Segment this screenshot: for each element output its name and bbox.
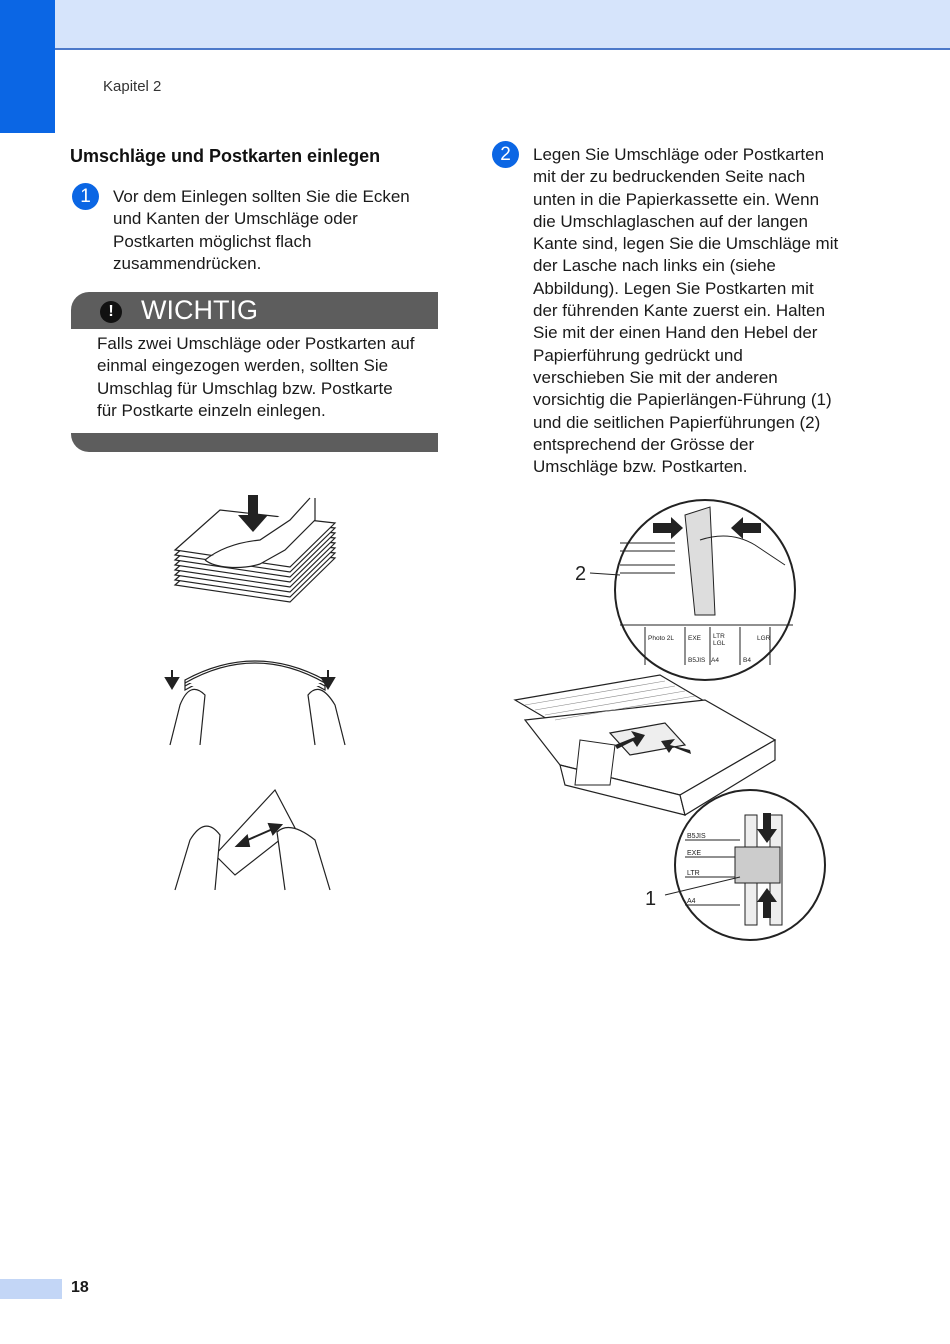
scale-label: LGR bbox=[757, 635, 771, 642]
step-2-number: 2 bbox=[492, 141, 519, 168]
step-1-line: zusammendrücken. bbox=[113, 253, 262, 273]
warning-line: Falls zwei Umschläge oder Postkarten auf bbox=[97, 334, 415, 353]
warning-line: für Postkarte einzeln einlegen. bbox=[97, 400, 326, 420]
step-2-line: entsprechend der Grösse der bbox=[533, 434, 755, 454]
warning-footer-bar bbox=[71, 433, 438, 452]
scale-label: B5JIS bbox=[687, 833, 706, 840]
page-number: 18 bbox=[71, 1279, 89, 1296]
warning-header bbox=[71, 292, 438, 329]
scale-label: B5JIS bbox=[688, 657, 706, 664]
warning-line: einmal eingezogen werden, sollten Sie bbox=[97, 356, 389, 376]
step-2-line: vorsichtig die Papierlängen-Führung (1) bbox=[533, 390, 832, 410]
bend-envelopes-illustration bbox=[160, 650, 360, 750]
step-2-line: Umschläge bzw. Postkarten. bbox=[533, 457, 748, 477]
step-1-number: 1 bbox=[72, 183, 99, 210]
step-2-line: Sie mit der einen Hand den Hebel der bbox=[533, 323, 818, 343]
step-2-text bbox=[533, 144, 838, 478]
warning-title: WICHTIG bbox=[141, 295, 258, 325]
scale-label: LTR bbox=[687, 870, 700, 877]
step-2-line: Legen Sie Umschläge oder Postkarten bbox=[533, 145, 825, 164]
scale-label: A4 bbox=[687, 898, 696, 905]
scale-label: LTR bbox=[713, 633, 725, 640]
scale-label: A4 bbox=[711, 657, 719, 664]
scale-label: EXE bbox=[687, 850, 702, 857]
step-2-line: der Lasche nach links ein (siehe bbox=[533, 256, 776, 276]
step-2-line: verschieben Sie mit der anderen bbox=[533, 367, 778, 387]
chapter-label: Kapitel 2 bbox=[103, 78, 162, 95]
scale-label: LGL bbox=[713, 640, 726, 647]
scale-label: B4 bbox=[743, 657, 751, 664]
callout-2: 2 bbox=[575, 563, 587, 585]
section-title: Umschläge und Postkarten einlegen bbox=[70, 146, 381, 166]
step-1-line: Postkarten möglichst flach bbox=[113, 231, 312, 251]
step-2-line: mit der zu bedruckenden Seite nach bbox=[533, 167, 806, 187]
scale-label: Photo 2L bbox=[648, 635, 675, 642]
callout-1: 1 bbox=[645, 888, 657, 910]
step-2-line: die Umschlaglaschen auf der langen bbox=[533, 211, 809, 231]
step-1-line: und Kanten der Umschläge oder bbox=[113, 209, 358, 229]
step-2-line: und die seitlichen Papierführungen (2) bbox=[533, 412, 821, 432]
step-2-line: Papierführung gedrückt und bbox=[533, 345, 743, 365]
chapter-tab bbox=[0, 0, 55, 133]
exclamation-icon: ! bbox=[100, 301, 122, 323]
smooth-edges-illustration bbox=[165, 780, 355, 895]
step-2-line: Kante sind, legen Sie die Umschläge mit bbox=[533, 234, 839, 254]
header-band bbox=[0, 0, 950, 50]
step-2-line: Abbildung). Legen Sie Postkarten mit bbox=[533, 278, 814, 298]
warning-box bbox=[71, 292, 438, 452]
warning-text bbox=[97, 333, 442, 422]
step-2-line: unten in die Papierkassette ein. Wenn bbox=[533, 189, 820, 209]
scale-label: EXE bbox=[688, 635, 702, 642]
press-envelopes-illustration bbox=[160, 490, 360, 610]
step-1-line: Vor dem Einlegen sollten Sie die Ecken bbox=[113, 187, 410, 206]
step-1-text bbox=[113, 186, 410, 275]
page-number-band bbox=[0, 1279, 62, 1299]
paper-tray-illustration bbox=[505, 495, 845, 955]
step-2-line: der führenden Kante zuerst ein. Halten bbox=[533, 301, 826, 321]
warning-line: Umschlag für Umschlag bzw. Postkarte bbox=[97, 378, 393, 398]
